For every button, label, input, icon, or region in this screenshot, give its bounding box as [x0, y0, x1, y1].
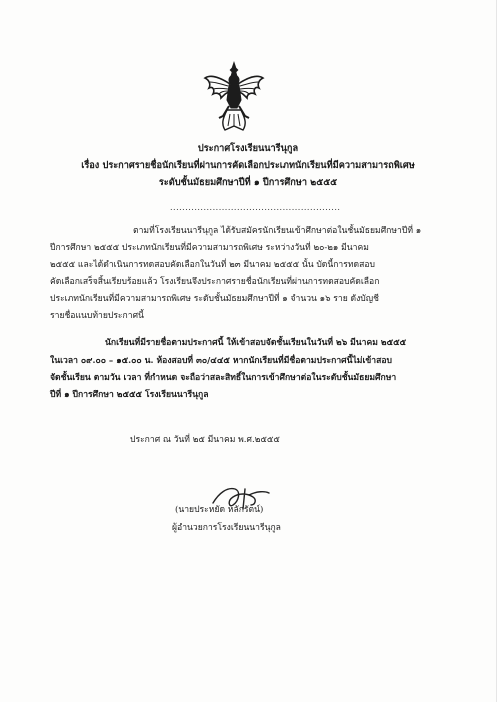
announce-date: ประกาศ ณ วันที่ ๒๕ มีนาคม พ.ศ.๒๕๕๕: [130, 435, 280, 445]
separator-dots: ........................................................: [170, 203, 341, 212]
paragraph2-line: ในเวลา ๐๙.๐๐ – ๑๕.๐๐ น. ห้องสอบที่ ๓๐/๔๔๕ หากนักเรียนที่มีชื่อตามประกาศนี้ไม่เข้าสอบ: [50, 356, 392, 366]
paragraph1-line: รายชื่อแนบท้ายประกาศนี้: [50, 311, 144, 321]
announcement-header: ประกาศโรงเรียนนารีนุกูล: [197, 143, 299, 154]
paragraph1-line: ตามที่โรงเรียนนารีนุกูล ได้รับสมัครนักเรียนเข้าศึกษาต่อในชั้นมัธยมศึกษาปีที่ ๑: [133, 226, 422, 236]
signatory-title: ผู้อำนวยการโรงเรียนนารีนุกูล: [172, 523, 281, 533]
announcement-level: ระดับชั้นมัธยมศึกษาปีที่ ๑ ปีการศึกษา ๒๕๕๕: [158, 177, 338, 188]
paragraph2-line: ปีที่ ๑ ปีการศึกษา ๒๕๕๕ โรงเรียนนารีนุกูล: [50, 390, 209, 400]
signatory-name: (นายประหยัด หลักรัตน์): [175, 505, 264, 515]
announcement-subject: เรื่อง ประกาศรายชื่อนักเรียนที่ผ่านการคัดเลือกประเภทนักเรียนที่มีความสามารถพิเศษ: [81, 160, 415, 171]
garuda-emblem: [203, 60, 265, 134]
paragraph1-line: คัดเลือกเสร็จสิ้นเรียบร้อยแล้ว โรงเรียนจึงประกาศรายชื่อนักเรียนที่ผ่านการทดสอบคัดเลือก: [50, 277, 380, 287]
paragraph1-line: ปีการศึกษา ๒๕๕๕ ประเภทนักเรียนที่มีความสามารถพิเศษ ระหว่างวันที่ ๒๐-๒๑ มีนาคม: [50, 243, 369, 253]
paragraph1-line: ประเภทนักเรียนที่มีความสามารถพิเศษ ระดับชั้นมัธยมศึกษาปีที่ ๑ จำนวน ๑๖ ราย ดังบัญชี: [50, 294, 379, 304]
paragraph2-line: นักเรียนที่มีรายชื่อตามประกาศนี้ ให้เข้าสอบจัดชั้นเรียนในวันที่ ๒๖ มีนาคม ๒๕๕๕: [105, 338, 407, 348]
paragraph1-line: ๒๕๕๕ และได้ดำเนินการทดสอบคัดเลือกในวันที่ ๒๓ มีนาคม ๒๕๕๕ นั้น บัดนี้การทดสอบ: [50, 260, 375, 270]
paragraph2-line: จัดชั้นเรียน ตามวัน เวลา ที่กำหนด จะถือว่าสละสิทธิ์ในการเข้าศึกษาต่อในระดับชั้นมัธยมศึกษา: [50, 373, 397, 383]
